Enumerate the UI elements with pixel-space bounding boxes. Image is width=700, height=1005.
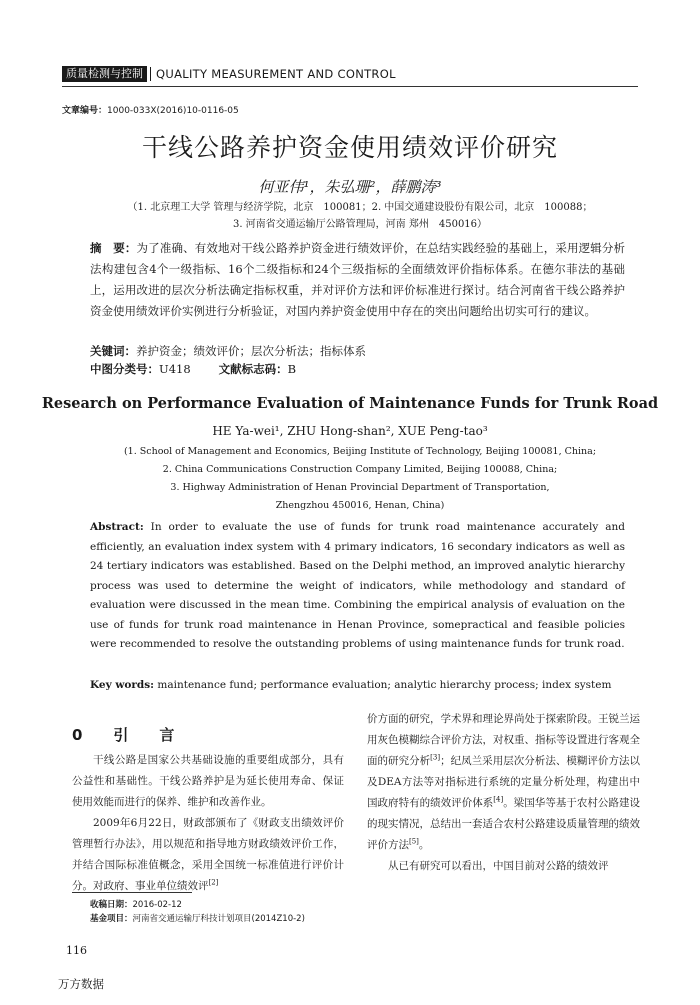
paragraph xyxy=(72,813,344,897)
classification-line xyxy=(90,360,625,378)
paragraph-text: 价方面的研究，学术界和理论界尚处于探索阶段。王锐兰运用灰色模糊综合评价方法，对权重、指标等设置进行客观全面的研究分析 xyxy=(367,713,640,767)
paragraph-text: 。 xyxy=(418,839,430,851)
abstract-label: Abstract: xyxy=(90,521,144,533)
article-number-value: 1000-033X(2016)10-0116-05 xyxy=(107,106,239,116)
page-number: 116 xyxy=(66,944,87,957)
paragraph: 干线公路是国家公共基础设施的重要组成部分，具有公益性和基础性。干线公路养护是为延长使用寿命、保证使用效能而进行的保养、维护和改善作业。 xyxy=(72,754,344,808)
affiliation-line: Zhengzhou 450016, Henan, China) xyxy=(275,500,445,511)
received-date: 2016-02-12 xyxy=(132,900,182,910)
paragraph xyxy=(367,709,640,856)
journal-section-title: QUALITY MEASUREMENT AND CONTROL xyxy=(156,67,396,81)
affiliations-chinese xyxy=(100,199,620,233)
section-heading-introduction: 0 引 言 xyxy=(72,726,183,744)
footnote-received xyxy=(90,898,390,912)
header-rule xyxy=(62,86,638,87)
paragraph-text: 2009年6月22日，财政部颁布了《财政支出绩效评价管理暂行办法》，用以规范和指导地方财政绩效评价工作，并结合国际标准值概念，采用全国统一标准值进行评价计分。对政府、事业单位绩效评 xyxy=(72,817,344,892)
citation: [2] xyxy=(208,878,219,887)
keywords-chinese xyxy=(90,342,625,360)
title-chinese: 干线公路养护资金使用绩效评价研究 xyxy=(141,133,558,162)
body-column-right xyxy=(367,709,640,877)
affiliation-line: 3. 河南省交通运输厅公路管理局，河南 郑州 450016） xyxy=(232,219,488,230)
keywords-text: 养护资金；绩效评价；层次分析法；指标体系 xyxy=(136,344,366,358)
title-english: Research on Performance Evaluation of Maintenance Funds for Trunk Road xyxy=(41,395,659,412)
footnote-rule xyxy=(72,892,192,893)
citation: [5] xyxy=(409,837,419,846)
clc-label: 中图分类号： xyxy=(90,362,159,376)
doc-code-value: B xyxy=(287,362,297,376)
abstract-text: 为了准确、有效地对干线公路养护资金进行绩效评价，在总结实践经验的基础上，采用逻辑分析法构建包含4个一级指标、16个二级指标和24个三级指标的全面绩效评价指标体系。在德尔菲法的基础上，运用改进的层次分析法确定指标权重，并对评价方法和评价标准进行探讨。结合河南省干线公路养护资金使用绩效评价实例进行分析验证，对国内养护资金使用中存在的突出问题给出切实可行的建议。 xyxy=(90,241,626,318)
affiliation-line: (1. School of Management and Economics, Beijing Institute of Technology, Beijing 100081, China; xyxy=(123,446,597,457)
citation: [3] xyxy=(430,753,441,762)
paragraph: 从已有研究可以看出，中国目前对公路的绩效评 xyxy=(388,860,609,872)
keywords-text: maintenance fund; performance evaluation; analytic hierarchy process; index system xyxy=(157,679,612,691)
affiliation-line: 3. Highway Administration of Henan Provincial Department of Transportation, xyxy=(170,482,550,493)
keywords-english xyxy=(90,676,625,694)
fund-label: 基金项目： xyxy=(90,914,133,924)
journal-section-tag: 质量检测与控制 xyxy=(62,66,147,82)
paragraph-text: ；纪凤兰采用层次分析法、模糊评价方法以及DEA方法等对指标进行系统的定量分析处理，构建出中国政府特有的绩效评价体系 xyxy=(367,755,641,809)
authors-english: HE Ya-wei¹, ZHU Hong-shan², XUE Peng-tao³ xyxy=(212,424,488,438)
fund-value: 河南省交通运输厅科技计划项目(2014Z10-2) xyxy=(132,914,305,924)
received-label: 收稿日期： xyxy=(90,900,133,910)
affiliation-line: （1. 北京理工大学 管理与经济学院，北京 100081；2. 中国交通建设股份有限公司，北京 100088； xyxy=(127,202,593,213)
abstract-english xyxy=(90,518,625,655)
paragraph-text: 。梁国华等基于农村公路建设的现实情况，总结出一套适合农村公路建设质量管理的绩效评价方法 xyxy=(367,797,641,851)
affiliation-line: 2. China Communications Construction Company Limited, Beijing 100088, China; xyxy=(162,464,558,475)
abstract-label: 摘 要： xyxy=(90,241,137,255)
article-number xyxy=(62,103,239,116)
affiliations-english xyxy=(100,443,620,515)
doc-code-label: 文献标志码： xyxy=(218,362,288,376)
keywords-label: 关键词： xyxy=(90,344,136,358)
header-divider xyxy=(150,67,151,81)
abstract-text: In order to evaluate the use of funds for trunk road maintenance accurately and efficiently, an evaluation index system with 4 primary indicators, 16 secondary indicators as well as 24 tertiary indicators was established. Based on the Delphi method, an improved analytic hierarchy process was used to determine the weight of indicators, while methodology and standard of evaluation were discussed in the mean time. Combining the empirical analysis of evaluation on the use of funds for trunk road maintenance in Henan Province, somepractical and feasible policies were recommended to resolve the outstanding problems of using maintenance funds for trunk road. xyxy=(90,521,625,650)
keywords-label: Key words: xyxy=(90,679,155,691)
article-number-label: 文章编号： xyxy=(62,106,108,116)
abstract-chinese xyxy=(90,238,625,322)
authors-chinese: 何亚伟¹，朱弘珊²，薛鹏涛³ xyxy=(258,178,442,196)
body-column-left xyxy=(72,750,344,897)
source-watermark: 万方数据 xyxy=(58,977,104,991)
citation: [4] xyxy=(493,795,504,804)
footnote-fund xyxy=(90,912,390,926)
clc-value: U418 xyxy=(159,362,191,376)
